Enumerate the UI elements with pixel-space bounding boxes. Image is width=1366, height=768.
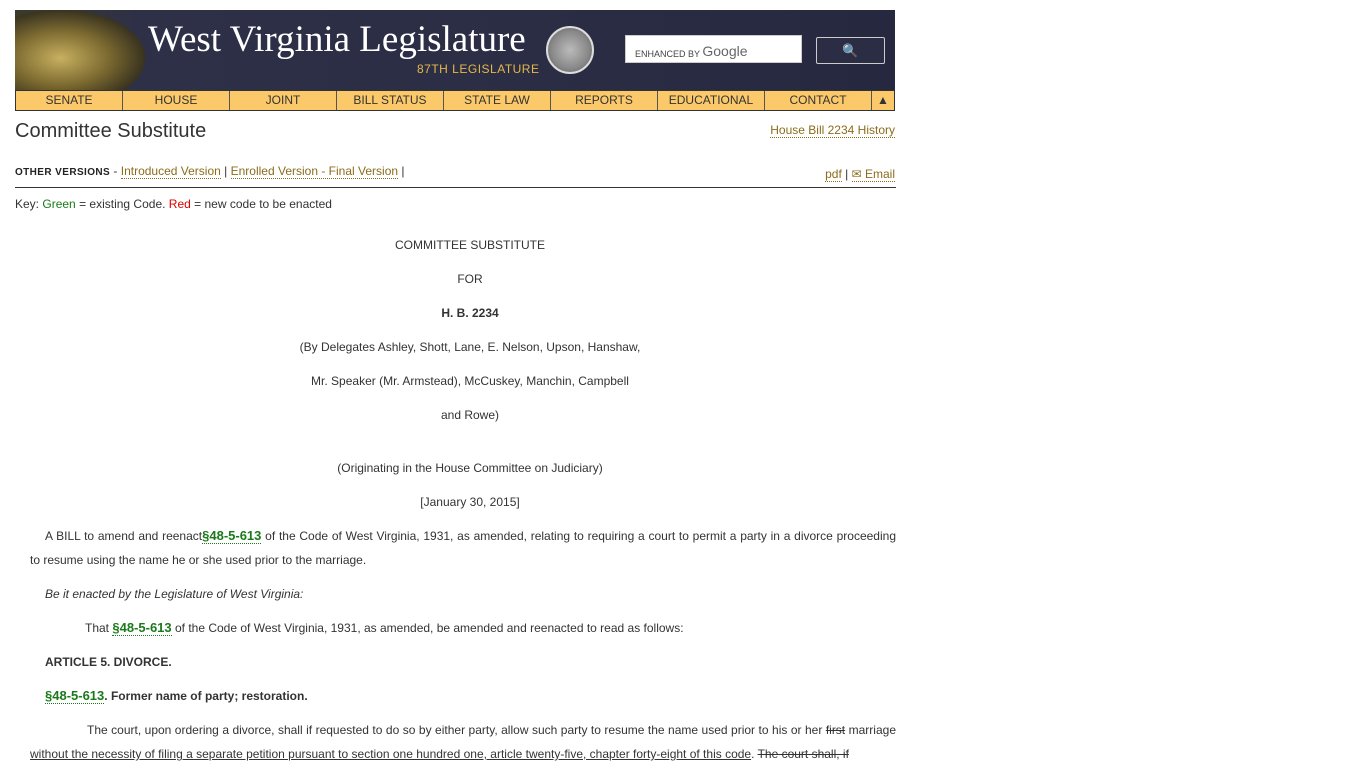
doc-tools: pdf | ✉ Email <box>825 167 895 181</box>
body-text: . <box>751 747 755 761</box>
key-green: Green <box>42 197 76 211</box>
key-label: Key: <box>15 197 40 211</box>
deleted-text: The court shall, if <box>757 747 849 761</box>
that-text: of the Code of West Virginia, 1931, as amended, be amended and reenacted to read as follows: <box>174 621 684 635</box>
bill-title-paragraph <box>30 524 896 572</box>
divider <box>15 187 896 188</box>
key-red: Red <box>168 197 191 211</box>
section-heading <box>45 684 308 708</box>
intro-text: of the Code of West Virginia, 1931, as amended, relating to requiring a court to permit a party in a divorce proceeding <box>265 529 896 543</box>
sponsors-1: (By Delegates Ashley, Shott, Lane, E. Nelson, Upson, Hanshaw, <box>299 340 641 354</box>
site-title[interactable]: West Virginia Legislature <box>148 19 526 60</box>
nav-house[interactable]: HOUSE <box>123 91 230 110</box>
nav-educational[interactable]: EDUCATIONAL <box>658 91 765 110</box>
capitol-dome-image <box>15 10 145 90</box>
search-input[interactable] <box>625 35 802 63</box>
nav-joint[interactable]: JOINT <box>230 91 337 110</box>
section-link[interactable]: §48-5-613 <box>112 620 172 635</box>
deleted-text: first <box>825 723 846 737</box>
sponsors-3: and Rowe) <box>440 408 500 422</box>
inserted-text: without the necessity of filing a separate petition pursuant to section one hundred one, article twenty-five, chapter forty-eight of this code <box>30 747 752 761</box>
intro-text: A BILL to amend and reenact <box>45 529 203 543</box>
sponsors-2: Mr. Speaker (Mr. Armstead), McCuskey, Manchin, Campbell <box>311 374 629 388</box>
that-paragraph <box>85 616 684 640</box>
search-placeholder: ENHANCED BY <box>635 49 700 59</box>
nav-state-law[interactable]: STATE LAW <box>444 91 551 110</box>
bill-number: H. B. 2234 <box>441 306 499 320</box>
enacting-clause: Be it enacted by the Legislature of West Virginia: <box>45 587 304 601</box>
state-seal-icon <box>546 26 594 74</box>
email-link[interactable] <box>852 167 895 182</box>
section-link[interactable]: §48-5-613 <box>202 528 262 543</box>
that-text: That <box>85 621 110 635</box>
body-text: The court, upon ordering a divorce, shall if requested to do so by either party, allow such party to resume the name used prior to his or her <box>87 723 823 737</box>
envelope-icon: ✉ <box>851 167 862 181</box>
section-link[interactable]: §48-5-613 <box>45 688 105 703</box>
site-banner <box>15 10 895 90</box>
enrolled-version-link[interactable]: Enrolled Version - Final Version <box>230 164 399 178</box>
intro-text: to resume using the name he or she used prior to the marriage. <box>30 553 367 567</box>
search-button[interactable]: 🔍 <box>816 37 885 64</box>
bill-heading: COMMITTEE SUBSTITUTE <box>395 238 545 252</box>
nav-senate[interactable]: SENATE <box>16 91 123 110</box>
site-subtitle: 87TH LEGISLATURE <box>417 62 540 76</box>
other-versions-label: OTHER VERSIONS <box>15 167 111 178</box>
search-brand: Google <box>702 43 748 59</box>
origin: (Originating in the House Committee on Judiciary) <box>337 461 603 475</box>
page-title: Committee Substitute <box>15 120 207 142</box>
bill-date: [January 30, 2015] <box>420 495 520 509</box>
body-text: marriage <box>848 723 896 737</box>
capitol-icon[interactable]: ▲ <box>877 93 889 107</box>
other-versions: OTHER VERSIONS - Introduced Version | Enrolled Version - Final Version | <box>15 164 405 178</box>
section-body <box>30 718 896 766</box>
separator: - <box>113 164 118 178</box>
introduced-version-link[interactable]: Introduced Version <box>120 164 221 178</box>
color-key <box>15 197 332 211</box>
nav-contact[interactable]: CONTACT <box>765 91 872 110</box>
key-red-desc: = new code to be enacted <box>194 197 332 211</box>
key-green-desc: = existing Code. <box>79 197 166 211</box>
article-heading: ARTICLE 5. DIVORCE. <box>45 655 172 669</box>
nav-bill-status[interactable]: BILL STATUS <box>337 91 444 110</box>
bill-for: FOR <box>457 272 483 286</box>
main-nav <box>15 90 895 111</box>
email-label: Email <box>864 167 895 181</box>
section-title: . Former name of party; restoration. <box>104 689 308 703</box>
pdf-link[interactable]: pdf <box>825 167 842 181</box>
nav-reports[interactable]: REPORTS <box>551 91 658 110</box>
page <box>15 10 896 761</box>
bill-history-link[interactable]: House Bill 2234 History <box>770 123 895 137</box>
